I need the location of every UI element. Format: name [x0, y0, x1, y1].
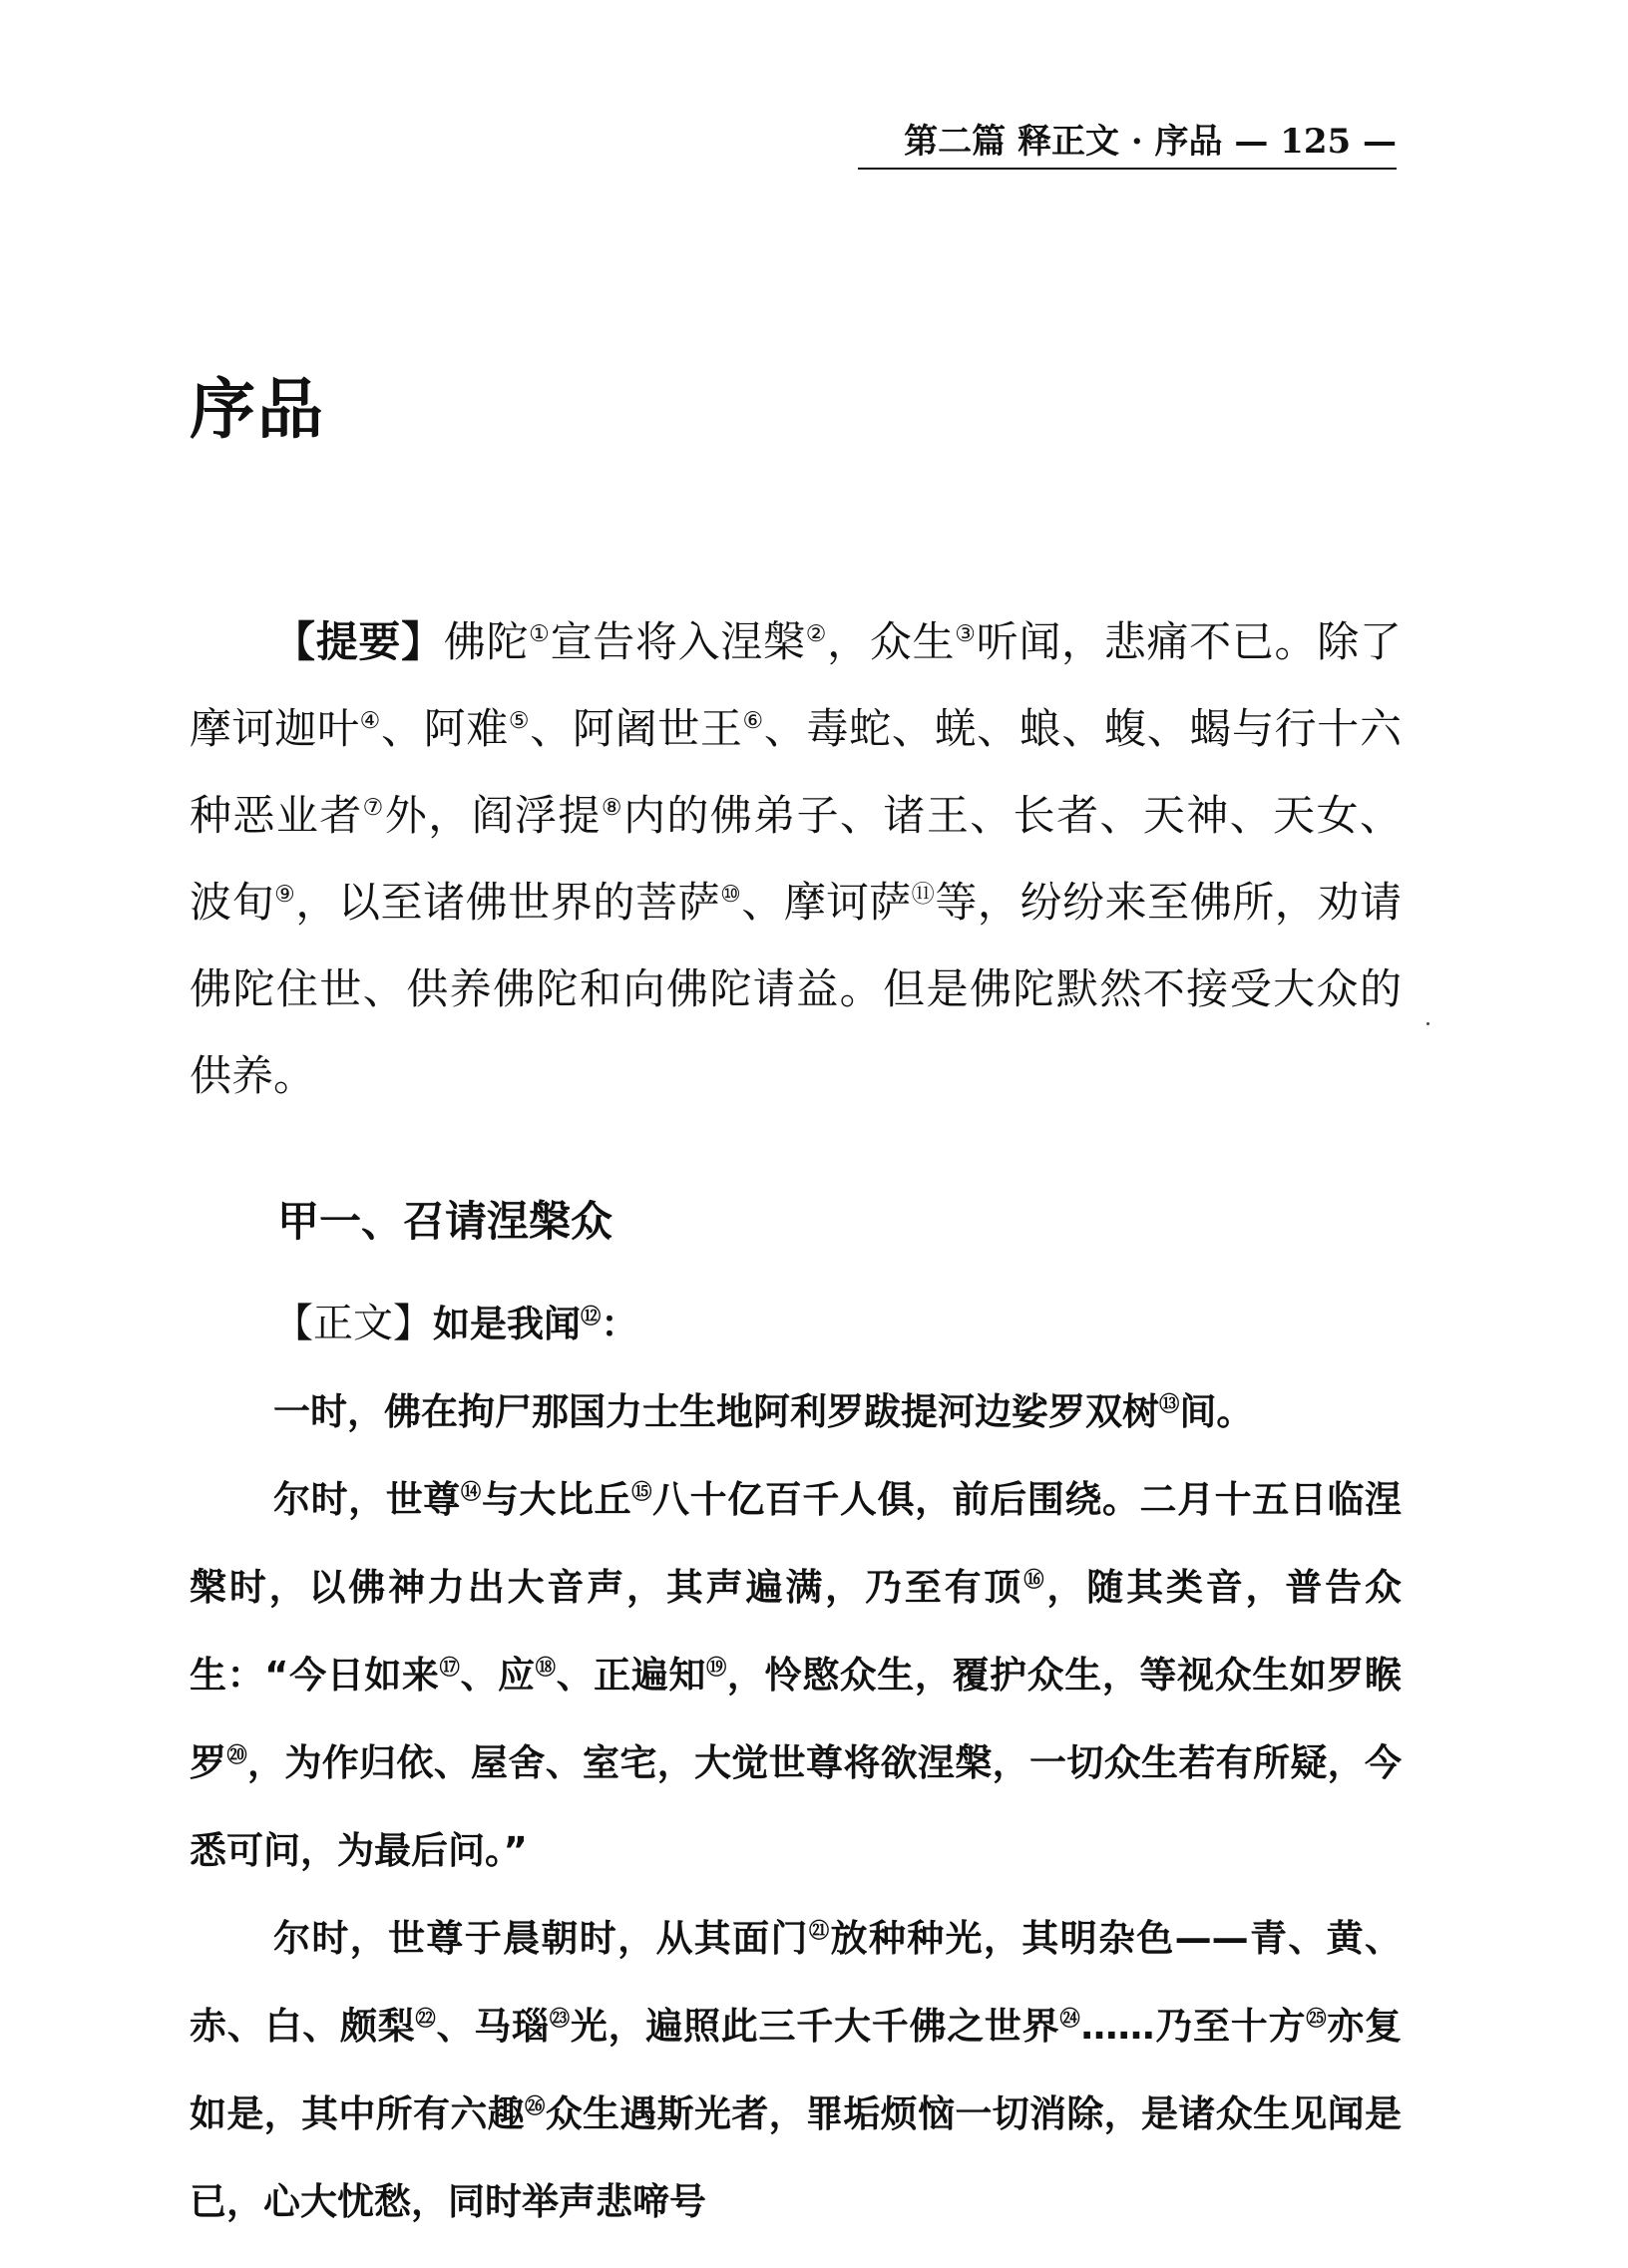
text-run: 光，遍照此三千大千佛之世界	[570, 2005, 1060, 2048]
text-run: 外，阎浮提	[384, 791, 602, 840]
footnote-marker: ⑦	[362, 795, 385, 821]
text-run: 尔时，世尊于晨朝时，从其面门	[273, 1917, 809, 1960]
footnote-marker: ⑪	[911, 882, 936, 908]
text-run: 尔时，世尊	[273, 1478, 461, 1521]
footnote-marker: ⑯	[1023, 1567, 1047, 1592]
footnote-marker: ⑮	[631, 1479, 653, 1504]
text-run: ，以至诸佛世界的菩萨	[295, 878, 721, 927]
text-run: 、阿难	[380, 704, 509, 753]
summary-body	[190, 617, 1402, 1100]
text-run: ，众生	[827, 617, 956, 666]
text-run: 等，纷纷来至佛所，劝请佛陀住世、供养佛陀和向佛陀请益。但是佛陀默然不接受大众的供养。	[190, 878, 1402, 1100]
footnote-marker: ①	[529, 621, 551, 647]
text-run: 、应	[460, 1654, 536, 1697]
text-run: 众生遇斯光者，罪垢烦恼一切消除，是诸众生见闻是已，心大忧愁，同时举声悲啼号	[190, 2092, 1403, 2223]
text-run: 与大比丘	[481, 1478, 632, 1521]
text-run: ，随其类音，普告众生：“今日如来	[190, 1566, 1402, 1697]
footnote-marker: ⑥	[742, 708, 764, 734]
text-run: 佛陀	[443, 617, 530, 666]
main-paragraph	[190, 1368, 1402, 1456]
text-run: ：	[601, 1303, 638, 1345]
text-run: 放种种光，其明杂色——青、黄、赤、白、颇梨	[190, 1917, 1403, 2048]
footnote-marker: ㉑	[808, 1918, 831, 1943]
main-paragraph-body	[433, 1303, 637, 1345]
text-run: 、马瑙	[436, 2005, 550, 2048]
margin-mark	[1426, 1022, 1429, 1025]
text-run: 听闻，悲痛不已。除了摩诃迦叶	[190, 617, 1402, 753]
text-run: ，怜愍众生，覆护众生，等视众生如罗睺罗	[190, 1654, 1402, 1784]
main-paragraph	[190, 1895, 1402, 2246]
footnote-marker: ⑭	[460, 1479, 482, 1504]
text-run: ……乃至十方	[1080, 2005, 1307, 2048]
footnote-marker: ⑧	[601, 795, 623, 821]
running-head: 第二篇 释正文 · 序品 — 125 —	[858, 120, 1397, 170]
text-run: 宣告将入涅槃	[550, 617, 806, 666]
footnote-marker: ②	[805, 621, 828, 647]
text-run: 内的佛弟子、诸王、长者、天神、天女、波旬	[190, 791, 1402, 927]
footnote-marker: ③	[955, 621, 977, 647]
text-run: 、摩诃萨	[741, 878, 912, 927]
footnote-marker: ⑬	[1159, 1391, 1180, 1416]
summary-paragraph	[190, 598, 1402, 1119]
main-text-label: 【正文】	[273, 1301, 433, 1346]
main-paragraph	[190, 1456, 1402, 1895]
footnote-marker: ⑰	[439, 1655, 461, 1680]
footnote-marker: ⑳	[226, 1742, 248, 1767]
text-run: 、正遍知	[556, 1654, 706, 1697]
footnote-marker: ㉔	[1059, 2006, 1081, 2031]
footnote-marker: ㉒	[415, 2006, 437, 2031]
text-run: 间。	[1179, 1390, 1254, 1433]
main-paragraph	[190, 1280, 1402, 1368]
footnote-marker: ⑲	[705, 1655, 727, 1680]
footnote-marker: ㉖	[525, 2093, 546, 2118]
footnote-marker: ㉓	[549, 2006, 571, 2031]
text-run: 如是我闻	[433, 1303, 581, 1345]
footnote-marker: ⑨	[274, 882, 296, 908]
text-run: 、毒蛇、蜣、蜋、蝮、蝎与行十六种恶业者	[190, 704, 1402, 840]
text-run: 八十亿百千人俱，前后围绕。二月十五日临涅槃时，以佛神力出大音声，其声遍满，乃至有顶	[190, 1478, 1402, 1609]
summary-label: 【提要】	[273, 617, 444, 666]
footnote-marker: ⑱	[535, 1655, 557, 1680]
footnote-marker: ⑤	[508, 708, 531, 734]
text-run: 一时，佛在拘尸那国力士生地阿利罗跋提河边娑罗双树	[273, 1390, 1159, 1433]
section-heading: 甲一、召请涅槃众	[277, 1197, 613, 1246]
main-text	[190, 1280, 1402, 2246]
footnote-marker: ㉕	[1306, 2006, 1328, 2031]
text-run: ，为作归依、屋舍、室宅，大觉世尊将欲涅槃，一切众生若有所疑，今悉可问，为最后问。”	[190, 1741, 1403, 1872]
footnote-marker: ④	[359, 708, 381, 734]
footnote-marker: ⑫	[581, 1304, 602, 1328]
chapter-title: 序品	[190, 370, 325, 448]
footnote-marker: ⑩	[720, 882, 742, 908]
text-run: 、阿阇世王	[530, 704, 743, 753]
text-run: 亦复如是，其中所有六趣	[190, 2005, 1403, 2135]
